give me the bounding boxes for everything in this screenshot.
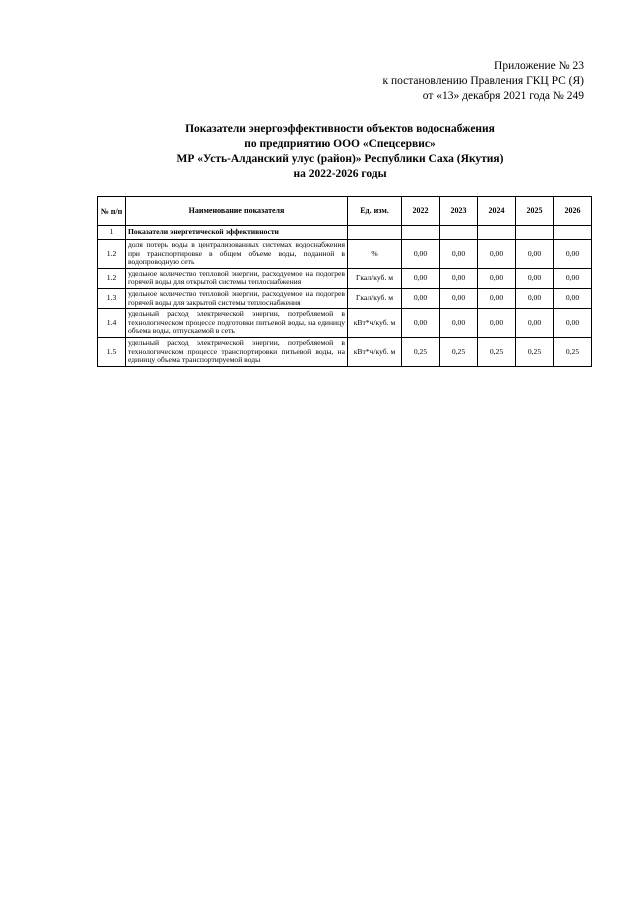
section-empty-cell xyxy=(440,226,478,240)
row-name: удельный расход электрической энергии, потребляемой в технологическом процессе транспортировки питьевой воды, на единицу объема транспортируемой воды xyxy=(126,337,348,366)
row-value: 0,00 xyxy=(402,309,440,338)
section-row xyxy=(98,226,592,240)
row-value: 0,00 xyxy=(402,268,440,288)
row-value: 0,00 xyxy=(516,240,554,269)
row-value: 0,00 xyxy=(516,288,554,308)
header-2025: 2025 xyxy=(516,197,554,226)
row-name: доля потерь воды в централизованных системах водоснабжения при транспортировке в общем объеме воды, поданной в водопроводную сеть xyxy=(126,240,348,269)
header-2023: 2023 xyxy=(440,197,478,226)
row-name: удельный расход электрической энергии, потребляемой в технологическом процессе подготовки питьевой воды, на единицу объема воды, отпускаемой в сеть xyxy=(126,309,348,338)
row-value: 0,00 xyxy=(402,288,440,308)
table-row xyxy=(98,337,592,366)
row-value: 0,00 xyxy=(478,268,516,288)
row-value: 0,00 xyxy=(554,240,592,269)
row-unit: Гкал/куб. м xyxy=(348,288,402,308)
row-value: 0,25 xyxy=(440,337,478,366)
table-header-row xyxy=(98,197,592,226)
row-value: 0,00 xyxy=(516,309,554,338)
header-name: Наименование показателя xyxy=(126,197,348,226)
row-value: 0,00 xyxy=(554,309,592,338)
header-2026: 2026 xyxy=(554,197,592,226)
appendix-resolution: к постановлению Правления ГКЦ РС (Я) xyxy=(382,75,584,87)
row-value: 0,00 xyxy=(478,288,516,308)
row-unit: % xyxy=(348,240,402,269)
row-value: 0,00 xyxy=(440,288,478,308)
section-num: 1 xyxy=(98,226,126,240)
appendix-header xyxy=(383,59,585,104)
indicators-table xyxy=(97,196,592,367)
table-row xyxy=(98,268,592,288)
row-value: 0,00 xyxy=(554,268,592,288)
header-num: № п/п xyxy=(98,197,126,226)
section-empty-cell xyxy=(478,226,516,240)
title-line-2: по предприятию ООО «Спецсервис» xyxy=(244,138,436,150)
row-value: 0,00 xyxy=(402,240,440,269)
row-value: 0,25 xyxy=(554,337,592,366)
row-value: 0,00 xyxy=(478,240,516,269)
row-unit: кВт*ч/куб. м xyxy=(348,337,402,366)
section-empty-cell xyxy=(402,226,440,240)
appendix-number: Приложение № 23 xyxy=(494,60,584,72)
section-title: Показатели энергетической эффективности xyxy=(126,226,348,240)
row-num: 1.5 xyxy=(98,337,126,366)
row-value: 0,25 xyxy=(402,337,440,366)
row-unit: кВт*ч/куб. м xyxy=(348,309,402,338)
row-value: 0,00 xyxy=(478,309,516,338)
row-value: 0,25 xyxy=(478,337,516,366)
table-row xyxy=(98,288,592,308)
section-empty-cell xyxy=(516,226,554,240)
section-empty-cell xyxy=(554,226,592,240)
row-num: 1.2 xyxy=(98,240,126,269)
title-line-3: МР «Усть-Алданский улус (район)» Республики Саха (Якутия) xyxy=(176,153,504,165)
title-line-4: на 2022-2026 годы xyxy=(293,168,387,180)
row-unit: Гкал/куб. м xyxy=(348,268,402,288)
document-title xyxy=(90,122,590,182)
row-num: 1.2 xyxy=(98,268,126,288)
row-value: 0,00 xyxy=(440,309,478,338)
header-unit: Ед. изм. xyxy=(348,197,402,226)
title-line-1: Показатели энергоэффективности объектов водоснабжения xyxy=(185,123,495,135)
row-value: 0,00 xyxy=(516,268,554,288)
table-row xyxy=(98,240,592,269)
row-value: 0,00 xyxy=(440,240,478,269)
row-num: 1.4 xyxy=(98,309,126,338)
row-name: удельное количество тепловой энергии, расходуемое на подогрев горячей воды для открытой системы теплоснабжения xyxy=(126,268,348,288)
row-name: удельное количество тепловой энергии, расходуемое на подогрев горячей воды для закрытой системы теплоснабжения xyxy=(126,288,348,308)
table-row xyxy=(98,309,592,338)
section-empty-cell xyxy=(348,226,402,240)
row-num: 1.3 xyxy=(98,288,126,308)
header-2022: 2022 xyxy=(402,197,440,226)
appendix-date: от «13» декабря 2021 года № 249 xyxy=(422,90,584,102)
row-value: 0,25 xyxy=(516,337,554,366)
header-2024: 2024 xyxy=(478,197,516,226)
row-value: 0,00 xyxy=(440,268,478,288)
row-value: 0,00 xyxy=(554,288,592,308)
